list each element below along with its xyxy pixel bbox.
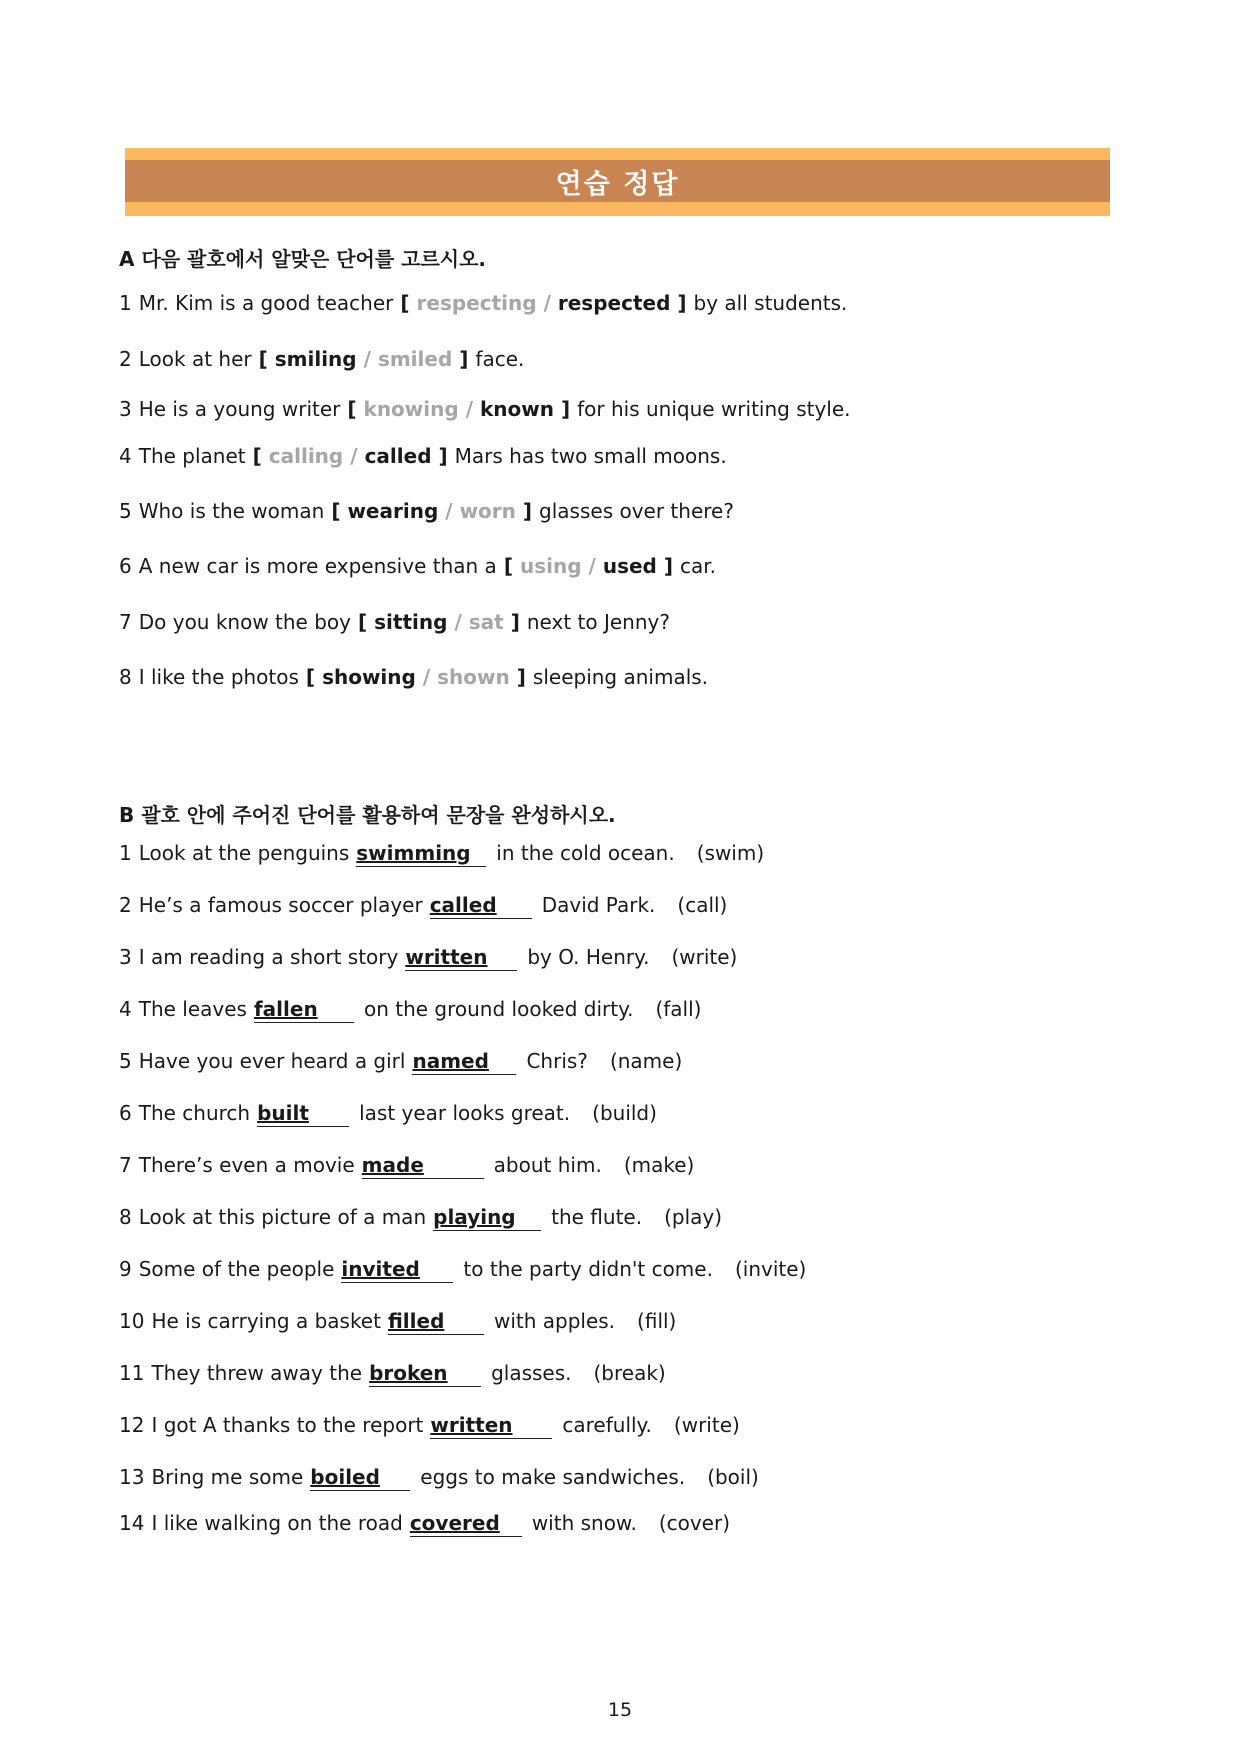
question-text: Bring me some — [151, 1465, 304, 1489]
hint-word: (name) — [609, 1049, 683, 1073]
question-text-end: next to Jenny? — [526, 610, 670, 634]
close-bracket: ] — [522, 499, 533, 523]
fill-blank-row — [119, 1048, 682, 1075]
answer-blank — [310, 1464, 410, 1491]
answer-word: made — [361, 1153, 424, 1177]
question-number: 2 — [119, 347, 132, 371]
question-number: 7 — [119, 610, 132, 634]
answer-word: boiled — [310, 1465, 380, 1489]
question-number: 1 — [119, 841, 132, 865]
question-text: I am reading a short story — [138, 945, 399, 969]
hint-word: (swim) — [696, 841, 765, 865]
fill-blank-row — [119, 1412, 740, 1439]
fill-blank-row — [119, 1308, 676, 1335]
choice-option-2: sat — [468, 610, 504, 634]
question-text-end: to the party didn't come. — [463, 1257, 713, 1281]
fill-blank-row — [119, 892, 727, 919]
open-bracket: [ — [258, 347, 268, 371]
open-bracket: [ — [252, 444, 262, 468]
question-number: 3 — [119, 397, 132, 421]
answer-word: playing — [433, 1205, 516, 1229]
fill-blank-row — [119, 1360, 666, 1387]
fill-blank-row — [119, 840, 764, 867]
open-bracket: [ — [331, 499, 341, 523]
answer-word: covered — [409, 1511, 500, 1535]
choice-separator: / — [588, 554, 596, 578]
choice-separator: / — [363, 347, 371, 371]
choice-separator: / — [454, 610, 462, 634]
question-text-end: car. — [680, 554, 716, 578]
question-text: Some of the people — [138, 1257, 335, 1281]
question-number: 10 — [119, 1309, 145, 1333]
banner-title: 연습 정답 — [125, 160, 1110, 202]
question-text-end: the flute. — [551, 1205, 643, 1229]
choice-option-1: knowing — [363, 397, 459, 421]
close-bracket: ] — [459, 347, 469, 371]
question-number: 8 — [119, 1205, 132, 1229]
question-text-end: David Park. — [541, 893, 656, 917]
question-text-end: Mars has two small moons. — [454, 444, 727, 468]
open-bracket: [ — [503, 554, 513, 578]
question-text: Have you ever heard a girl — [138, 1049, 406, 1073]
question-row — [119, 498, 741, 524]
answer-word: named — [412, 1049, 489, 1073]
answer-blank — [369, 1360, 481, 1387]
question-number: 9 — [119, 1257, 132, 1281]
question-text-end: glasses. — [491, 1361, 572, 1385]
answer-blank — [341, 1256, 453, 1283]
question-number: 12 — [119, 1413, 145, 1437]
question-number: 2 — [119, 893, 132, 917]
answer-blank — [388, 1308, 484, 1335]
choice-option-2: shown — [437, 665, 510, 689]
choice-option-1: respecting — [416, 291, 537, 315]
question-number: 8 — [119, 665, 132, 689]
question-text: Look at her — [138, 347, 252, 371]
fill-blank-row — [119, 1256, 806, 1283]
fill-blank-row — [119, 1152, 694, 1179]
answer-blank — [410, 1510, 522, 1537]
question-text: Who is the woman — [138, 499, 325, 523]
question-number: 4 — [119, 997, 132, 1021]
question-text: There’s even a movie — [138, 1153, 355, 1177]
question-text: He is a young writer — [138, 397, 341, 421]
fill-blank-row — [119, 1100, 657, 1127]
open-bracket: [ — [358, 610, 368, 634]
choice-separator: / — [445, 499, 453, 523]
hint-word: (boil) — [707, 1465, 759, 1489]
question-text: Do you know the boy — [138, 610, 351, 634]
question-text: He is carrying a basket — [151, 1309, 381, 1333]
question-row — [119, 609, 677, 635]
question-number: 6 — [119, 1101, 132, 1125]
hint-word: (fill) — [637, 1309, 677, 1333]
choice-option-2: worn — [459, 499, 516, 523]
hint-word: (write) — [671, 945, 738, 969]
answer-word: written — [405, 945, 488, 969]
hint-word: (invite) — [734, 1257, 807, 1281]
question-row — [119, 290, 854, 316]
question-text: Mr. Kim is a good teacher — [138, 291, 394, 315]
question-text-end: with snow. — [531, 1511, 637, 1535]
question-row — [119, 396, 858, 422]
question-text: The church — [138, 1101, 251, 1125]
answer-word: called — [429, 893, 497, 917]
question-text: The leaves — [138, 997, 247, 1021]
question-text-end: with apples. — [493, 1309, 616, 1333]
question-text: The planet — [138, 444, 246, 468]
question-text-end: last year looks great. — [359, 1101, 571, 1125]
question-number: 14 — [119, 1511, 145, 1535]
question-number: 3 — [119, 945, 132, 969]
hint-word: (fall) — [655, 997, 702, 1021]
choice-separator: / — [465, 397, 473, 421]
open-bracket: [ — [305, 665, 316, 689]
question-number: 4 — [119, 444, 132, 468]
question-text: They threw away the — [151, 1361, 363, 1385]
close-bracket: ] — [438, 444, 448, 468]
question-text-end: carefully. — [562, 1413, 652, 1437]
choice-option-2: known — [480, 397, 554, 421]
choice-option-1: calling — [268, 444, 344, 468]
question-row — [119, 346, 531, 372]
answer-blank — [257, 1100, 349, 1127]
answer-blank — [430, 1412, 552, 1439]
question-text-end: glasses over there? — [539, 499, 734, 523]
hint-word: (write) — [673, 1413, 740, 1437]
hint-word: (play) — [664, 1205, 723, 1229]
close-bracket: ] — [663, 554, 673, 578]
open-bracket: [ — [347, 397, 357, 421]
close-bracket: ] — [516, 665, 526, 689]
page-number: 15 — [607, 1699, 633, 1721]
hint-word: (break) — [593, 1361, 666, 1385]
question-text-end: face. — [475, 347, 525, 371]
question-text: I like the photos — [138, 665, 299, 689]
answer-blank — [433, 1204, 541, 1231]
hint-word: (make) — [623, 1153, 695, 1177]
question-row — [119, 443, 734, 469]
fill-blank-row — [119, 1510, 730, 1537]
section-b-title: B 괄호 안에 주어진 단어를 활용하여 문장을 완성하시오. — [119, 803, 616, 827]
answer-word: filled — [387, 1309, 445, 1333]
question-text-end: in the cold ocean. — [496, 841, 675, 865]
question-text: Look at this picture of a man — [138, 1205, 427, 1229]
question-number: 6 — [119, 554, 132, 578]
choice-separator: / — [350, 444, 358, 468]
question-number: 11 — [119, 1361, 145, 1385]
choice-option-1: using — [519, 554, 582, 578]
question-number: 13 — [119, 1465, 145, 1489]
answer-word: swimming — [356, 841, 471, 865]
answer-blank — [430, 892, 532, 919]
open-bracket: [ — [400, 291, 410, 315]
question-text-end: by all students. — [693, 291, 848, 315]
choice-separator: / — [422, 665, 431, 689]
question-text-end: on the ground looked dirty. — [363, 997, 634, 1021]
choice-option-2: used — [602, 554, 657, 578]
choice-option-1: smiling — [274, 347, 357, 371]
hint-word: (cover) — [658, 1511, 731, 1535]
hint-word: (call) — [677, 893, 728, 917]
answer-word: built — [257, 1101, 309, 1125]
choice-option-1: showing — [322, 665, 416, 689]
answer-word: broken — [369, 1361, 448, 1385]
fill-blank-row — [119, 944, 737, 971]
answer-key-banner — [125, 148, 1110, 216]
choice-separator: / — [543, 291, 551, 315]
question-text: I like walking on the road — [151, 1511, 403, 1535]
answer-word: invited — [341, 1257, 420, 1281]
answer-blank — [356, 840, 486, 867]
close-bracket: ] — [510, 610, 520, 634]
question-row — [119, 664, 715, 690]
answer-blank — [405, 944, 517, 971]
question-text-end: sleeping animals. — [532, 665, 709, 689]
section-a-title: A 다음 괄호에서 알맞은 단어를 고르시오. — [119, 247, 487, 271]
fill-blank-row — [119, 996, 701, 1023]
choice-option-2: respected — [557, 291, 671, 315]
answer-blank — [362, 1152, 484, 1179]
question-number: 5 — [119, 499, 132, 523]
question-text-end: eggs to make sandwiches. — [420, 1465, 686, 1489]
question-text-end: by O. Henry. — [527, 945, 650, 969]
choice-option-2: smiled — [377, 347, 453, 371]
close-bracket: ] — [677, 291, 687, 315]
question-text-end: Chris? — [526, 1049, 588, 1073]
choice-option-1: sitting — [374, 610, 448, 634]
answer-word: written — [430, 1413, 513, 1437]
fill-blank-row — [119, 1464, 759, 1491]
question-number: 7 — [119, 1153, 132, 1177]
question-text: I got A thanks to the report — [151, 1413, 424, 1437]
question-number: 1 — [119, 291, 132, 315]
question-text-end: about him. — [493, 1153, 602, 1177]
answer-blank — [254, 996, 354, 1023]
question-row — [119, 553, 723, 579]
choice-option-2: called — [364, 444, 432, 468]
question-number: 5 — [119, 1049, 132, 1073]
close-bracket: ] — [561, 397, 571, 421]
question-text-end: for his unique writing style. — [577, 397, 851, 421]
answer-word: fallen — [253, 997, 318, 1021]
answer-blank — [412, 1048, 516, 1075]
question-text: He’s a famous soccer player — [138, 893, 423, 917]
question-text: A new car is more expensive than a — [138, 554, 497, 578]
hint-word: (build) — [592, 1101, 657, 1125]
choice-option-1: wearing — [347, 499, 439, 523]
fill-blank-row — [119, 1204, 722, 1231]
question-text: Look at the penguins — [138, 841, 350, 865]
